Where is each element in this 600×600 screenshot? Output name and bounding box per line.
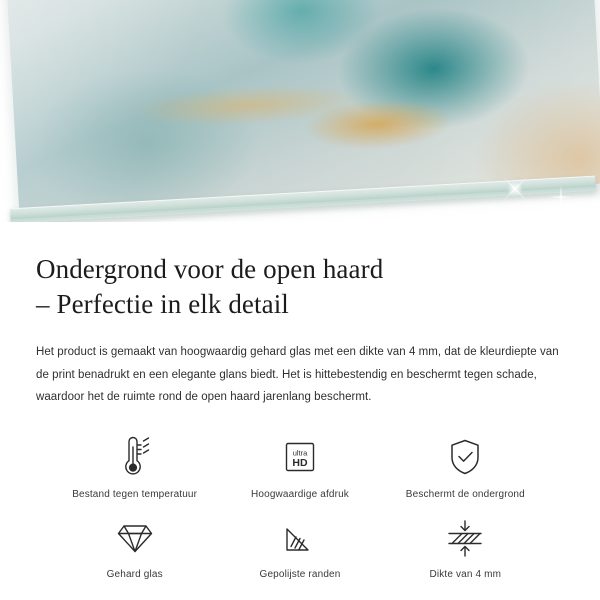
feature-label: Dikte van 4 mm [429, 569, 502, 581]
thickness-4mm-icon [443, 514, 487, 560]
body-paragraph: Het product is gemaakt van hoogwaardig gehard glas met een dikte van 4 mm, dat de kleurdiepte van de print benadrukt en een elegante glans biedt. Het is hittebestendig en beschermt tegen schade, waardoor het de ruimte rond de open haard jarenlang beschermt. [36, 346, 559, 403]
shield-check-icon [445, 434, 485, 480]
thermometer-icon [115, 434, 155, 480]
feature-label: Beschermt de ondergrond [405, 489, 525, 501]
feature-item-surface-protection [383, 434, 548, 500]
hero-image [0, 0, 600, 222]
content-block [0, 222, 600, 580]
feature-item-print-quality [217, 434, 382, 500]
feature-label: Gehard glas [106, 569, 163, 581]
feature-label: Hoogwaardige afdruk [251, 489, 349, 501]
page-title-line-1: Ondergrond voor de open haard [36, 254, 384, 284]
page-title [36, 252, 564, 321]
svg-text:HD: HD [292, 457, 308, 470]
sparkle-small-icon [548, 184, 574, 210]
feature-item-temperature [52, 434, 217, 500]
diamond-icon [113, 514, 157, 560]
feature-grid [36, 434, 564, 580]
ultra-hd-icon [280, 434, 320, 480]
page-title-line-2: – Perfectie in elk detail [36, 288, 289, 319]
hero-image-inner [0, 0, 600, 222]
feature-label: Gepolijste randen [259, 569, 341, 581]
polished-edges-icon [280, 514, 320, 560]
feature-item-tempered-glass [52, 514, 217, 580]
feature-item-thickness [383, 514, 548, 580]
svg-text:ultra: ultra [292, 448, 308, 458]
feature-item-polished-edges [217, 514, 382, 580]
feature-label: Bestand tegen temperatuur [72, 489, 198, 501]
